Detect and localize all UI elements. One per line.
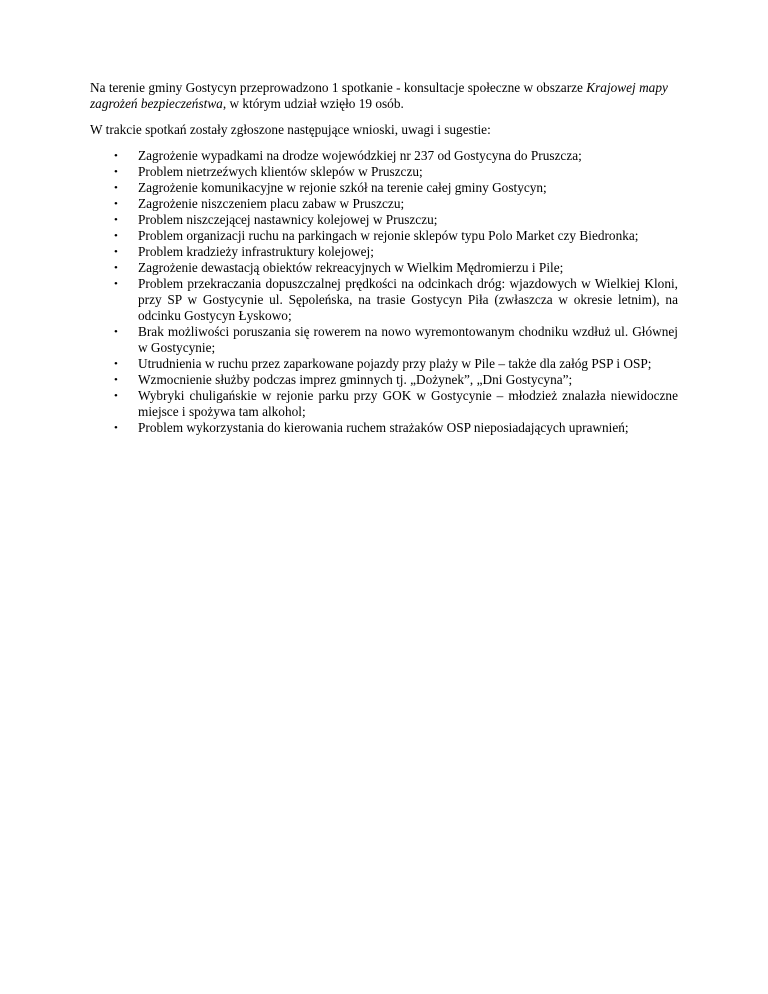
bullet-icon: • [114, 374, 118, 386]
list-item-text: Zagrożenie dewastacją obiektów rekreacyjnych w Wielkim Mędromierzu i Pile; [138, 260, 564, 275]
intro-text-start: Na terenie gminy Gostycyn przeprowadzono 1 spotkanie - konsultacje społeczne w obszarze [90, 80, 587, 95]
list-item-text: Zagrożenie komunikacyjne w rejonie szkół na terenie całej gminy Gostycyn; [138, 180, 547, 195]
list-item [90, 212, 678, 228]
list-item-text: Brak możliwości poruszania się rowerem na nowo wyremontowanym chodniku wzdłuż ul. Głównej w Gostycynie; [138, 324, 678, 355]
list-item [90, 148, 678, 164]
list-item-text: Zagrożenie niszczeniem placu zabaw w Pruszczu; [138, 196, 405, 211]
list-item [90, 276, 678, 324]
list-item [90, 372, 678, 388]
list-item-text: Utrudnienia w ruchu przez zaparkowane pojazdy przy plaży w Pile – także dla załóg PSP i OSP; [138, 356, 652, 371]
list-item [90, 164, 678, 180]
list-item [90, 244, 678, 260]
list-item-text: Problem kradzieży infrastruktury kolejowej; [138, 244, 374, 259]
list-item [90, 420, 678, 436]
bullet-icon: • [114, 326, 118, 338]
bullet-icon: • [114, 182, 118, 194]
list-item [90, 260, 678, 276]
list-item-text: Wzmocnienie służby podczas imprez gminnych tj. „Dożynek”, „Dni Gostycyna”; [138, 372, 573, 387]
list-item [90, 180, 678, 196]
list-item-text: Problem wykorzystania do kierowania ruchem strażaków OSP nieposiadających uprawnień; [138, 420, 629, 435]
list-item [90, 196, 678, 212]
bullet-icon: • [114, 230, 118, 242]
list-item [90, 324, 678, 356]
list-item-text: Problem organizacji ruchu na parkingach w rejonie sklepów typu Polo Market czy Biedronka; [138, 228, 639, 243]
list-item-text: Problem nietrzeźwych klientów sklepów w Pruszczu; [138, 164, 423, 179]
intro-text-end: , w którym udział wzięło 19 osób. [222, 96, 404, 111]
bullet-icon: • [114, 358, 118, 370]
list-item [90, 356, 678, 372]
bullet-icon: • [114, 166, 118, 178]
bullet-icon: • [114, 214, 118, 226]
intro-paragraph [90, 80, 678, 112]
bullet-icon: • [114, 150, 118, 162]
list-item-text: Zagrożenie wypadkami na drodze wojewódzkiej nr 237 od Gostycyna do Pruszcza; [138, 148, 582, 163]
bullet-icon: • [114, 278, 118, 290]
list-item-text: Wybryki chuligańskie w rejonie parku przy GOK w Gostycynie – młodzież znalazła niewidoczne miejsce i spożywa tam alkohol; [138, 388, 678, 419]
list-item [90, 228, 678, 244]
document-page [90, 80, 678, 436]
bullet-icon: • [114, 262, 118, 274]
list-item-text: Problem przekraczania dopuszczalnej prędkości na odcinkach dróg: wjazdowych w Wielkiej Kloni, przy SP w Gostycynie ul. Sępoleńska, na trasie Gostycyn Piła (zwłaszcza w okresie letnim), na odcinku Gostycyn Łyskowo; [138, 276, 678, 323]
bullet-icon: • [114, 422, 118, 434]
lead-paragraph: W trakcie spotkań zostały zgłoszone następujące wnioski, uwagi i sugestie: [90, 122, 491, 137]
bullet-icon: • [114, 246, 118, 258]
list-item [90, 388, 678, 420]
bullet-icon: • [114, 390, 118, 402]
bullet-icon: • [114, 198, 118, 210]
intro-italic-title: Krajowej mapy zagrożeń bezpieczeństwa [90, 80, 668, 111]
proposals-list [90, 148, 678, 436]
list-item-text: Problem niszczejącej nastawnicy kolejowej w Pruszczu; [138, 212, 438, 227]
